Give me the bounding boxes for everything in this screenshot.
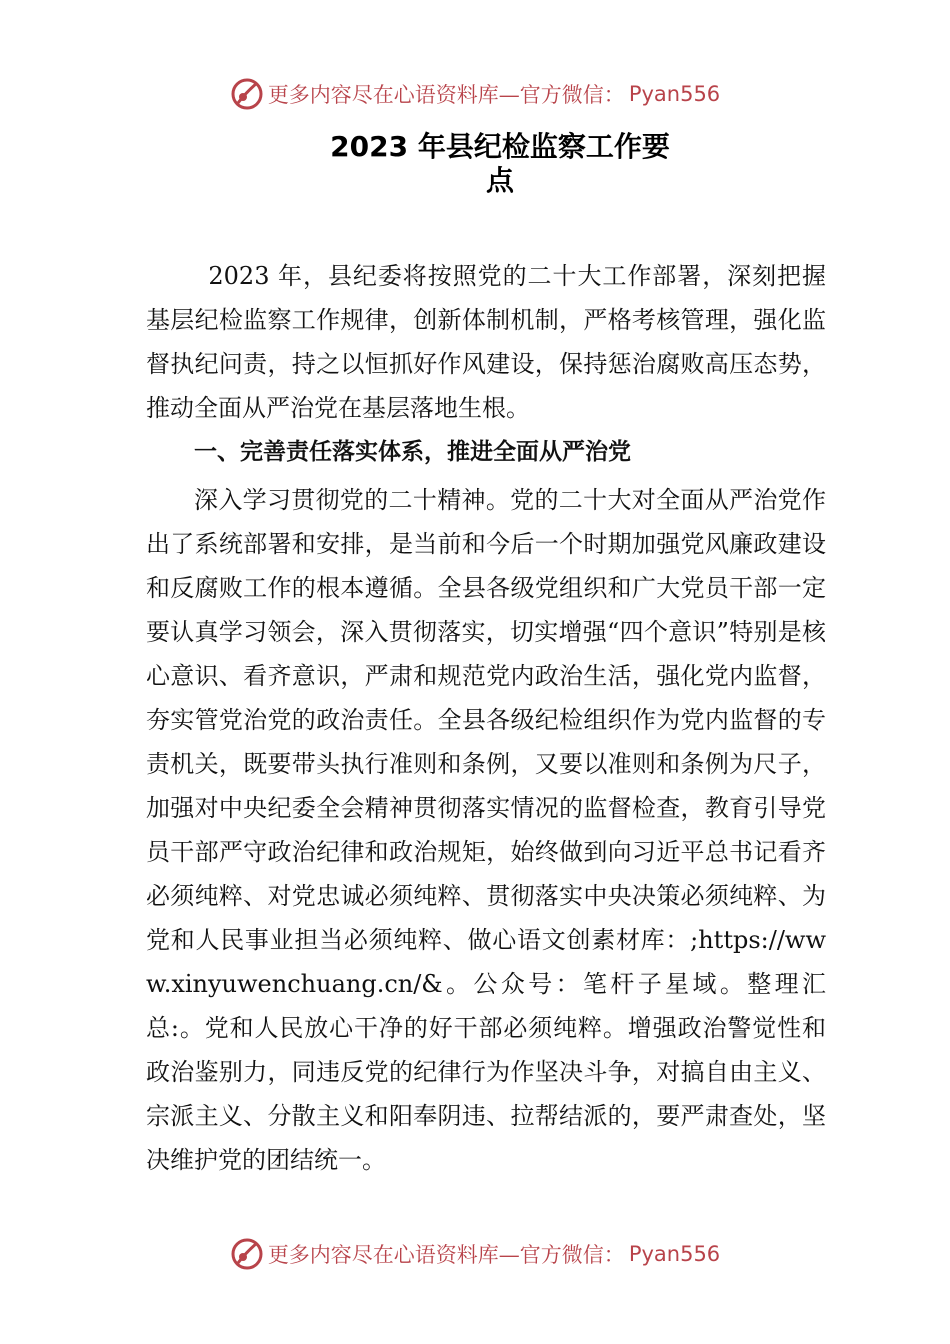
page-title bbox=[0, 130, 950, 198]
brush-logo-icon bbox=[230, 1237, 264, 1271]
wechat-id: Pyan556 bbox=[628, 82, 721, 106]
body-paragraph: 深入学习贯彻党的二十精神。党的二十大对全面从严治党作出了系统部署和安排，是当前和今后一个时期加强党风廉政建设和反腐败工作的根本遵循。全县各级党组织和广大党员干部一定要认真学习领会，深入贯彻落实，切实增强“四个意识”特别是核心意识、看齐意识，严肃和规范党内政治生活，强化党内监督，夯实管党治党的政治责任。全县各级纪检组织作为党内监督的专责机关，既要带头执行准则和条例，又要以准则和条例为尺子，加强对中央纪委全会精神贯彻落实情况的监督检查，教育引导党员干部严守政治纪律和政治规矩，始终做到向习近平总书记看齐必须纯粹、对党忠诚必须纯粹、贯彻落实中央决策必须纯粹、为党和人民事业担当必须纯粹、做心语文创素材库：;https://www.xinyuwenchuang.cn/&。公众号：笔杆子星域。整理汇总:。党和人民放心干净的好干部必须纯粹。增强政治警觉性和政治鉴别力，同违反党的纪律行为作坚决斗争，对搞自由主义、宗派主义、分散主义和阳奉阴违、拉帮结派的，要严肃查处，坚决维护党的团结统一。 bbox=[146, 486, 826, 1174]
footer-watermark bbox=[0, 1234, 950, 1274]
title-line-1: 2023 年县纪检监察工作要 bbox=[330, 130, 670, 163]
document-body bbox=[146, 254, 826, 1182]
section-heading: 一、完善责任落实体系，推进全面从严治党 bbox=[194, 439, 631, 465]
intro-paragraph: 2023 年，县纪委将按照党的二十大工作部署，深刻把握基层纪检监察工作规律，创新体制机制，严格考核管理，强化监督执纪问责，持之以恒抓好作风建设，保持惩治腐败高压态势，推动全面从严治党在基层落地生根。 bbox=[146, 262, 826, 422]
brush-logo-icon bbox=[230, 77, 264, 111]
header-watermark bbox=[0, 74, 950, 114]
banner-text: 更多内容尽在心语资料库—官方微信： bbox=[267, 83, 625, 107]
banner-text: 更多内容尽在心语资料库—官方微信： bbox=[267, 1243, 625, 1267]
wechat-id: Pyan556 bbox=[628, 1242, 721, 1266]
title-line-2: 点 bbox=[485, 164, 514, 197]
